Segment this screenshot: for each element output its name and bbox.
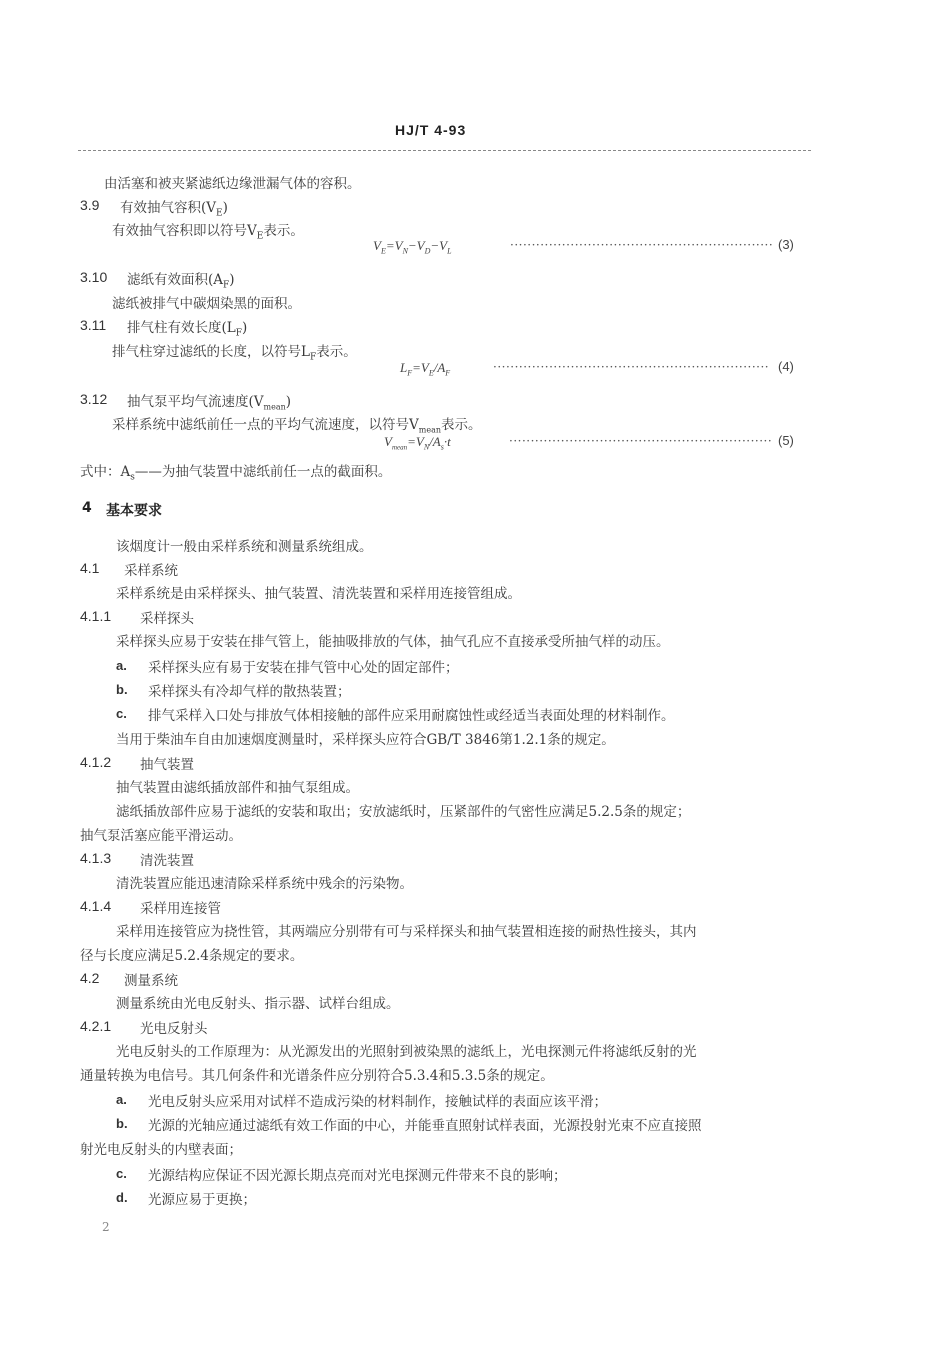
formula-3-leader: ····························································· xyxy=(510,238,774,252)
section-4-2-1-desc2: 通量转换为电信号。其几何条件和光谱条件应分别符合5.3.4和5.3.5条的规定。 xyxy=(80,1068,554,1084)
section-4-2-desc: 测量系统由光电反射头、指示器、试样台组成。 xyxy=(116,996,400,1012)
section-3-12-number: 3.12 xyxy=(80,391,108,407)
section-3-10-desc: 滤纸被排气中碳烟染黑的面积。 xyxy=(112,296,301,312)
section-4-1-1-number: 4.1.1 xyxy=(80,608,112,624)
section-4-2-1-number: 4.2.1 xyxy=(80,1018,112,1034)
section-4-1-1-note: 当用于柴油车自由加速烟度测量时，采样探头应符合GB/T 3846第1.2.1条的规定。 xyxy=(116,732,615,748)
section-4-1-4-number: 4.1.4 xyxy=(80,898,112,914)
section-4-1-number: 4.1 xyxy=(80,560,100,576)
section-4-1-1-desc: 采样探头应易于安装在排气管上，能抽吸排放的气体，抽气孔应不直接承受所抽气样的动压。 xyxy=(116,634,670,650)
item-b-text: 采样探头有冷却气样的散热装置； xyxy=(148,684,351,700)
section-4-1-2-title: 抽气装置 xyxy=(140,757,194,773)
section-4-1-2-desc: 抽气装置由滤纸插放部件和抽气泵组成。 xyxy=(116,780,359,796)
page-number: 2 xyxy=(102,1220,110,1234)
section-3-9-desc: 有效抽气容积即以符号$V_E$表示。 xyxy=(112,223,304,242)
item-4-2-1-b-label: b. xyxy=(116,1116,128,1131)
item-4-2-1-b-text: 光源的光轴应通过滤纸有效工作面的中心，并能垂直照射试样表面，光源投射光束不应直接照 xyxy=(148,1118,702,1134)
section-4-1-2-number: 4.1.2 xyxy=(80,754,112,770)
item-4-2-1-c-text: 光源结构应保证不因光源长期点亮而对光电探测元件带来不良的影响； xyxy=(148,1168,567,1184)
equation-number-3: (3) xyxy=(778,237,794,252)
section-4-1-3-number: 4.1.3 xyxy=(80,850,112,866)
section-3-12-title: 抽气泵平均气流速度$(V_{mean})$ xyxy=(127,394,292,412)
section-4-1-4-desc: 采样用连接管应为挠性管，其两端应分别带有可与采样探头和抽气装置相连接的耐热性接头，其内 xyxy=(116,924,697,940)
section-4-1-3-desc: 清洗装置应能迅速清除采样系统中残余的污染物。 xyxy=(116,876,413,892)
item-c-text: 排气采样入口处与排放气体相接触的部件应采用耐腐蚀性或经适当表面处理的材料制作。 xyxy=(148,708,675,724)
chapter-4-number: 4 xyxy=(82,500,92,516)
section-4-2-1-title: 光电反射头 xyxy=(140,1021,208,1037)
formula-note: 式中：$A_s——$为抽气装置中滤纸前任一点的截面积。 xyxy=(80,464,392,483)
item-4-2-1-a-text: 光电反射头应采用对试样不造成污染的材料制作，接触试样的表面应该平滑； xyxy=(148,1094,607,1110)
section-3-11-title: 排气柱有效长度$(L_F)$ xyxy=(127,320,248,339)
item-a-label: a. xyxy=(116,658,127,673)
formula-5-leader: ····························································· xyxy=(509,434,773,448)
formula-4: $L_F=V_E/A_F$ xyxy=(400,360,451,378)
item-4-2-1-c-label: c. xyxy=(116,1166,127,1181)
section-3-9-title: 有效抽气容积$(V_E)$ xyxy=(120,200,228,219)
equation-number-5: (5) xyxy=(778,433,794,448)
section-3-11-desc: 排气柱穿过滤纸的长度，以符号$L_F$表示。 xyxy=(112,344,357,363)
section-4-1-4-title: 采样用连接管 xyxy=(140,901,221,917)
item-a-text: 采样探头应有易于安装在排气管中心处的固定部件； xyxy=(148,660,459,676)
section-3-9-number: 3.9 xyxy=(80,197,100,213)
intro-line: 由活塞和被夹紧滤纸边缘泄漏气体的容积。 xyxy=(104,176,361,192)
chapter-4-title: 基本要求 xyxy=(106,503,162,519)
item-4-2-1-a-label: a. xyxy=(116,1092,127,1107)
section-3-10-title: 滤纸有效面积$(A_F)$ xyxy=(127,272,235,291)
item-4-2-1-d-label: d. xyxy=(116,1190,128,1205)
section-4-1-3-title: 清洗装置 xyxy=(140,853,194,869)
header-rule xyxy=(78,150,811,151)
item-4-2-1-d-text: 光源应易于更换； xyxy=(148,1192,256,1208)
chapter-4-intro: 该烟度计一般由采样系统和测量系统组成。 xyxy=(116,539,373,555)
formula-5: $V_{mean}=V_N/A_s\cdot t$ xyxy=(384,434,451,452)
section-4-2-number: 4.2 xyxy=(80,970,100,986)
section-4-1-desc: 采样系统是由采样探头、抽气装置、清洗装置和采样用连接管组成。 xyxy=(116,586,521,602)
section-4-2-title: 测量系统 xyxy=(124,973,178,989)
section-4-1-2-desc2: 滤纸插放部件应易于滤纸的安装和取出；安放滤纸时，压紧部件的气密性应满足5.2.5条的规定； xyxy=(116,804,691,820)
section-4-1-2-desc3: 抽气泵活塞应能平滑运动。 xyxy=(80,828,242,844)
item-b-label: b. xyxy=(116,682,128,697)
formula-4-leader: ································································ xyxy=(493,360,770,374)
formula-3: $V_E=V_N-V_D-V_L$ xyxy=(373,238,452,256)
document-code-header: HJ/T 4-93 xyxy=(395,122,467,138)
section-4-1-4-desc2: 径与长度应满足5.2.4条规定的要求。 xyxy=(80,948,304,964)
section-3-12-desc: 采样系统中滤纸前任一点的平均气流速度，以符号$V_{mean}$表示。 xyxy=(112,417,482,435)
section-4-1-1-title: 采样探头 xyxy=(140,611,194,627)
equation-number-4: (4) xyxy=(778,359,794,374)
item-4-2-1-b-text2: 射光电反射头的内壁表面； xyxy=(80,1142,242,1158)
section-3-10-number: 3.10 xyxy=(80,269,108,285)
item-c-label: c. xyxy=(116,706,127,721)
section-4-1-title: 采样系统 xyxy=(124,563,178,579)
section-3-11-number: 3.11 xyxy=(80,317,107,333)
section-4-2-1-desc: 光电反射头的工作原理为：从光源发出的光照射到被染黑的滤纸上，光电探测元件将滤纸反射的光 xyxy=(116,1044,697,1060)
